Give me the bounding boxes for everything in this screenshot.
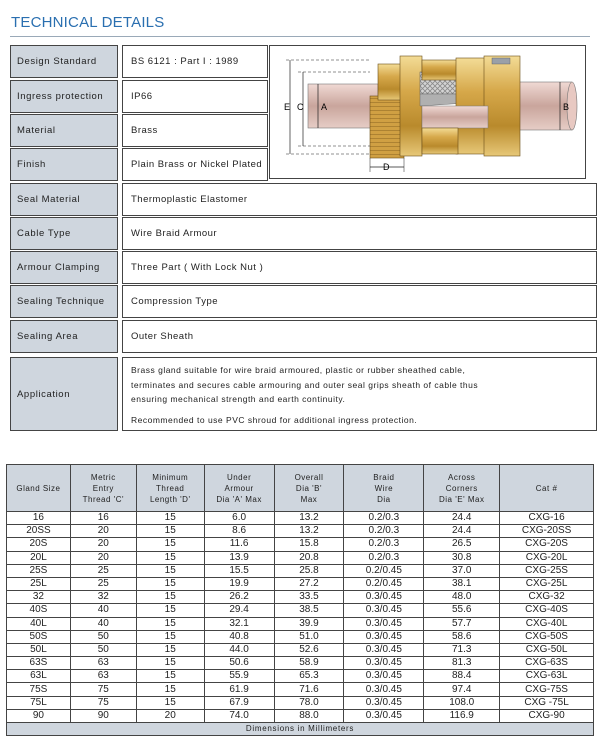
table-cell: CXG-25S (500, 564, 594, 577)
table-cell: 11.6 (204, 538, 274, 551)
cable-gland-diagram (269, 45, 586, 179)
spec-value: Outer Sheath (122, 320, 597, 353)
table-cell: 51.0 (274, 630, 344, 643)
spec-label: Sealing Technique (10, 285, 118, 318)
table-cell: CXG-90 (500, 709, 594, 722)
table-cell: 90 (70, 709, 136, 722)
cable-left (308, 84, 378, 128)
application-line: Recommended to use PVC shroud for additional ingress protection. (131, 414, 418, 425)
table-row (7, 643, 594, 656)
table-cell: CXG-20S (500, 538, 594, 551)
table-cell: 0.2/0.45 (344, 577, 424, 590)
table-cell: 32.1 (204, 617, 274, 630)
table-cell: 97.4 (424, 683, 500, 696)
spec-value: Brass (122, 114, 268, 147)
table-cell: 20SS (7, 525, 71, 538)
table-cell: 50L (7, 643, 71, 656)
dim-label-b: B (563, 102, 570, 112)
dim-label-e: E (284, 102, 291, 112)
column-header-line: Armour (224, 483, 254, 493)
back-nut (484, 56, 520, 156)
table-cell: 40 (70, 604, 136, 617)
table-cell: CXG-20SS (500, 525, 594, 538)
table-cell: 0.2/0.3 (344, 551, 424, 564)
table-footer: Dimensions in Millimeters (7, 723, 594, 736)
table-cell: 50 (70, 643, 136, 656)
table-cell: 15 (136, 512, 204, 525)
spec-label: Ingress protection (10, 80, 118, 113)
entry-body (378, 64, 402, 100)
column-header (274, 465, 344, 512)
spec-label: Sealing Area (10, 320, 118, 353)
table-cell: 15.5 (204, 564, 274, 577)
table-cell: 38.1 (424, 577, 500, 590)
table-cell: 0.3/0.45 (344, 630, 424, 643)
table-row (7, 604, 594, 617)
column-header-line: Length 'D' (149, 494, 191, 504)
table-cell: CXG -75L (500, 696, 594, 709)
table-cell: CXG-40L (500, 617, 594, 630)
table-body (7, 512, 594, 723)
table-cell: 55.6 (424, 604, 500, 617)
table-cell: 38.5 (274, 604, 344, 617)
table-cell: 75 (70, 696, 136, 709)
column-header (70, 465, 136, 512)
spec-label: Material (10, 114, 118, 147)
dim-label-d: D (383, 162, 390, 172)
table-cell: 40L (7, 617, 71, 630)
column-header-line: Thread 'C' (82, 494, 125, 504)
table-cell: 8.6 (204, 525, 274, 538)
table-cell: 13.9 (204, 551, 274, 564)
table-cell: 0.3/0.45 (344, 604, 424, 617)
table-cell: 13.2 (274, 525, 344, 538)
column-header (136, 465, 204, 512)
table-cell: 65.3 (274, 670, 344, 683)
spec-value: Wire Braid Armour (122, 217, 597, 250)
table-cell: 50.6 (204, 657, 274, 670)
table-cell: 75 (70, 683, 136, 696)
table-row (7, 591, 594, 604)
column-header-line: Cat # (535, 483, 558, 493)
column-header (500, 465, 594, 512)
table-cell: 71.3 (424, 643, 500, 656)
column-header-line: Braid (373, 472, 395, 482)
column-header-line: Dia (377, 494, 391, 504)
table-cell: CXG-63S (500, 657, 594, 670)
spec-label: Design Standard (10, 45, 118, 78)
spec-label: Armour Clamping (10, 251, 118, 284)
table-cell: 75L (7, 696, 71, 709)
table-footer-row (7, 723, 594, 736)
table-cell: 57.7 (424, 617, 500, 630)
table-cell: 0.3/0.45 (344, 670, 424, 683)
table-cell: 78.0 (274, 696, 344, 709)
table-cell: 30.8 (424, 551, 500, 564)
table-row (7, 657, 594, 670)
column-header (424, 465, 500, 512)
table-cell: 16 (70, 512, 136, 525)
table-row (7, 564, 594, 577)
table-cell: CXG-40S (500, 604, 594, 617)
table-cell: 90 (7, 709, 71, 722)
table-cell: 32 (7, 591, 71, 604)
cable-gland-drawing (270, 46, 585, 178)
table-row (7, 525, 594, 538)
table-cell: 20S (7, 538, 71, 551)
spec-label: Application (10, 357, 118, 431)
spec-value: Thermoplastic Elastomer (122, 183, 597, 216)
column-header-line: Under (226, 472, 252, 482)
table-cell: 88.4 (424, 670, 500, 683)
table-row (7, 577, 594, 590)
table-cell: 15 (136, 617, 204, 630)
table-row (7, 683, 594, 696)
table-cell: 52.6 (274, 643, 344, 656)
table-cell: 67.9 (204, 696, 274, 709)
spec-label: Cable Type (10, 217, 118, 250)
table-row (7, 551, 594, 564)
table-cell: 40.8 (204, 630, 274, 643)
table-cell: 15 (136, 630, 204, 643)
table-cell: 32 (70, 591, 136, 604)
table-cell: 0.3/0.45 (344, 657, 424, 670)
table-cell: 81.3 (424, 657, 500, 670)
spec-value: Three Part ( With Lock Nut ) (122, 251, 597, 284)
column-header-line: Minimum (152, 472, 189, 482)
table-cell: 50 (70, 630, 136, 643)
column-header-line: Corners (445, 483, 478, 493)
table-cell: 37.0 (424, 564, 500, 577)
table-cell: 26.2 (204, 591, 274, 604)
table-cell: 15 (136, 643, 204, 656)
spec-value: BS 6121 : Part I : 1989 (122, 45, 268, 78)
spec-label: Finish (10, 148, 118, 181)
table-cell: CXG-20L (500, 551, 594, 564)
table-cell: 0.3/0.45 (344, 643, 424, 656)
table-row (7, 538, 594, 551)
table-cell: 15 (136, 683, 204, 696)
table-cell: 20.8 (274, 551, 344, 564)
dim-label-a: A (321, 102, 328, 112)
table-cell: 15 (136, 670, 204, 683)
column-header-line: Dia 'B' (295, 483, 323, 493)
table-cell: CXG-75S (500, 683, 594, 696)
table-cell: 63 (70, 657, 136, 670)
table-cell: 25L (7, 577, 71, 590)
table-cell: 50S (7, 630, 71, 643)
table-cell: 15 (136, 551, 204, 564)
table-cell: 40 (70, 617, 136, 630)
table-row (7, 709, 594, 722)
entry-hex (400, 56, 422, 156)
table-cell: 15 (136, 577, 204, 590)
table-cell: CXG-50S (500, 630, 594, 643)
table-cell: 25 (70, 577, 136, 590)
table-cell: 15 (136, 538, 204, 551)
column-header-line: Across (447, 472, 476, 482)
table-cell: 15 (136, 604, 204, 617)
table-cell: 26.5 (424, 538, 500, 551)
application-line: ensuring mechanical strength and earth continuity. (131, 394, 346, 404)
table-cell: 29.4 (204, 604, 274, 617)
table-cell: 71.6 (274, 683, 344, 696)
table-row (7, 630, 594, 643)
table-cell: 13.2 (274, 512, 344, 525)
table-cell: 0.3/0.45 (344, 591, 424, 604)
table-cell: 116.9 (424, 709, 500, 722)
spec-value: IP66 (122, 80, 268, 113)
table-row (7, 512, 594, 525)
table-cell: 48.0 (424, 591, 500, 604)
title-divider (10, 36, 590, 37)
table-cell: 0.2/0.3 (344, 512, 424, 525)
table-cell: CXG-32 (500, 591, 594, 604)
table-cell: 63S (7, 657, 71, 670)
column-header-line: Dia 'A' Max (216, 494, 262, 504)
spec-value: Compression Type (122, 285, 597, 318)
table-cell: 0.2/0.3 (344, 538, 424, 551)
table-cell: 15.8 (274, 538, 344, 551)
table-cell: 63L (7, 670, 71, 683)
table-cell: 20 (136, 709, 204, 722)
table-cell: 25S (7, 564, 71, 577)
table-cell: 88.0 (274, 709, 344, 722)
table-cell: 0.3/0.45 (344, 617, 424, 630)
section-title: TECHNICAL DETAILS (11, 14, 165, 31)
table-cell: 20 (70, 525, 136, 538)
table-cell: 108.0 (424, 696, 500, 709)
table-row (7, 617, 594, 630)
table-cell: 20L (7, 551, 71, 564)
table-cell: 0.2/0.3 (344, 525, 424, 538)
table-cell: 6.0 (204, 512, 274, 525)
application-line: terminates and secures cable armouring and outer seal grips sheath of cable thus (131, 379, 479, 390)
table-cell: 20 (70, 551, 136, 564)
table-cell: 63 (70, 670, 136, 683)
table-row (7, 670, 594, 683)
table-cell: 15 (136, 657, 204, 670)
spec-label: Seal Material (10, 183, 118, 216)
table-cell: 15 (136, 591, 204, 604)
table-cell: 55.9 (204, 670, 274, 683)
column-header-line: Metric (90, 472, 116, 482)
table-cell: CXG-16 (500, 512, 594, 525)
table-cell: 0.3/0.45 (344, 696, 424, 709)
application-line: Brass gland suitable for wire braid armoured, plastic or rubber sheathed cable, (131, 365, 466, 375)
table-cell: 44.0 (204, 643, 274, 656)
column-header (204, 465, 274, 512)
table-cell: 74.0 (204, 709, 274, 722)
table-header-row (7, 465, 594, 512)
spec-value: Plain Brass or Nickel Plated (122, 148, 268, 181)
table-cell: CXG-63L (500, 670, 594, 683)
table-cell: 0.2/0.45 (344, 564, 424, 577)
table-cell: 40S (7, 604, 71, 617)
column-header-line: Gland Size (16, 483, 61, 493)
table-cell: 39.9 (274, 617, 344, 630)
column-header-line: Dia 'E' Max (438, 494, 485, 504)
table-cell: CXG-50L (500, 643, 594, 656)
dimensions-table (6, 464, 594, 736)
column-header (7, 465, 71, 512)
table-cell: 75S (7, 683, 71, 696)
table-cell: CXG-25L (500, 577, 594, 590)
table-cell: 58.6 (424, 630, 500, 643)
table-cell: 61.9 (204, 683, 274, 696)
table-cell: 15 (136, 564, 204, 577)
table-cell: 25 (70, 564, 136, 577)
table-cell: 27.2 (274, 577, 344, 590)
entry-thread (370, 96, 404, 158)
table-cell: 25.8 (274, 564, 344, 577)
column-header (344, 465, 424, 512)
table-cell: 19.9 (204, 577, 274, 590)
table-cell: 20 (70, 538, 136, 551)
table-cell: 16 (7, 512, 71, 525)
table-cell: 0.3/0.45 (344, 709, 424, 722)
table-cell: 24.4 (424, 525, 500, 538)
column-header-line: Max (300, 494, 318, 504)
table-row (7, 696, 594, 709)
dim-label-c: C (297, 102, 304, 112)
table-cell: 15 (136, 525, 204, 538)
table-cell: 33.5 (274, 591, 344, 604)
table-cell: 24.4 (424, 512, 500, 525)
application-text (122, 357, 597, 431)
column-header-line: Thread (156, 483, 185, 493)
column-header-line: Entry (92, 483, 114, 493)
table-cell: 0.3/0.45 (344, 683, 424, 696)
table-cell: 58.9 (274, 657, 344, 670)
table-cell: 15 (136, 696, 204, 709)
column-header-line: Wire (374, 483, 394, 493)
column-header-line: Overall (294, 472, 324, 482)
